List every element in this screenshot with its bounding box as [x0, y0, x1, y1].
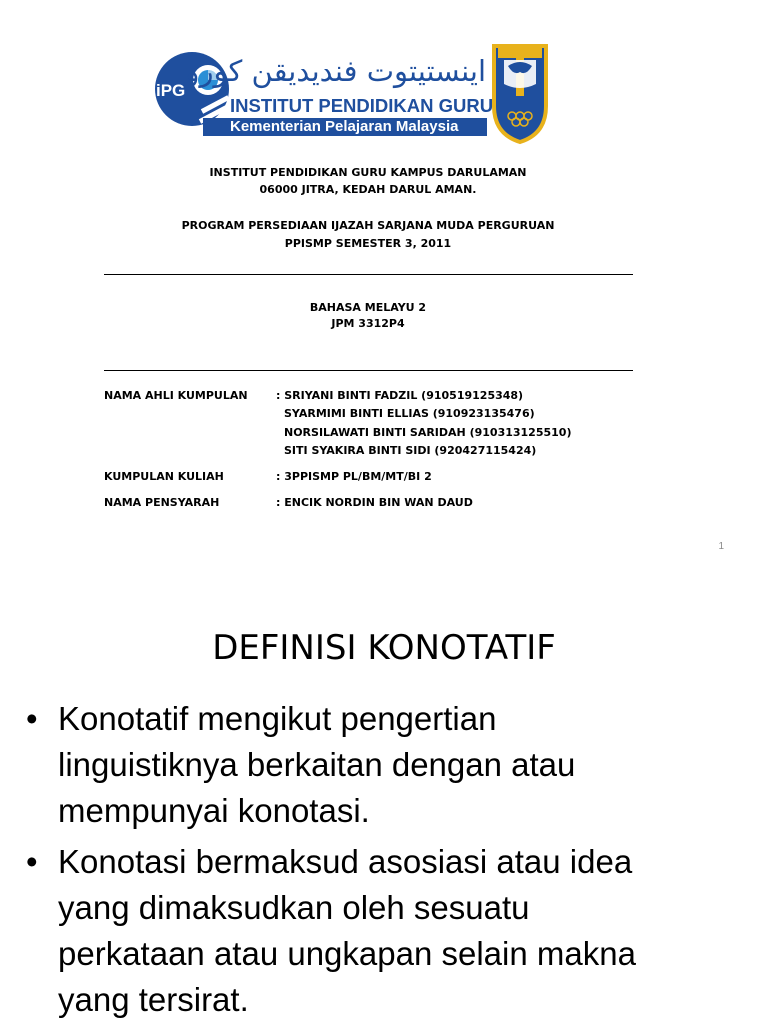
bullet-line: mempunyai konotasi.: [58, 792, 370, 829]
class-label: KUMPULAN KULIAH: [104, 470, 224, 483]
course-code: JPM 3312P4: [331, 317, 405, 330]
course-name: BAHASA MELAYU 2: [309, 301, 427, 314]
bullet-line: linguistiknya berkaitan dengan atau: [58, 746, 576, 783]
bullet-item: [26, 696, 756, 834]
semester: PPISMP SEMESTER 3, 2011: [284, 237, 452, 250]
bullet-line: yang dimaksudkan oleh sesuatu: [58, 889, 530, 926]
members-label: NAMA AHLI KUMPULAN: [104, 389, 248, 402]
campus-name: INSTITUT PENDIDIKAN GURU KAMPUS DARULAMAN: [209, 166, 527, 179]
lecturer-label: NAMA PENSYARAH: [104, 496, 220, 509]
program-name: PROGRAM PERSEDIAAN IJAZAH SARJANA MUDA PERGURUAN: [181, 219, 555, 232]
campus-address: 06000 JITRA, KEDAH DARUL AMAN.: [259, 183, 477, 196]
divider-top: [104, 274, 633, 275]
institute-crest-icon: [490, 42, 550, 144]
ipg-badge-text: iPG: [156, 81, 186, 100]
lecturer-value: : ENCIK NORDIN BIN WAN DAUD: [276, 496, 473, 509]
bullet-line: yang tersirat.: [58, 981, 249, 1018]
bullet-dot: •: [26, 700, 38, 737]
bullet-line: Konotasi bermaksud asosiasi atau idea: [58, 843, 633, 880]
bullet-list: [26, 696, 756, 1028]
slide-title: DEFINISI KONOTATIF: [212, 628, 556, 668]
divider-bottom: [104, 370, 633, 371]
bullet-line: perkataan atau ungkapan selain makna: [58, 935, 636, 972]
member-2: SYARMIMI BINTI ELLIAS (910923135476): [284, 407, 535, 420]
jawi-institute-name: اينستيتوت فنديديقن كورو: [185, 54, 486, 88]
institute-name: INSTITUT PENDIDIKAN GURU: [230, 95, 494, 116]
bullet-line: Konotatif mengikut pengertian: [58, 700, 497, 737]
bullet-dot: •: [26, 843, 38, 880]
ministry-name: Kementerian Pelajaran Malaysia: [230, 118, 459, 135]
member-4: SITI SYAKIRA BINTI SIDI (920427115424): [284, 444, 537, 457]
bullet-item: [26, 839, 756, 1023]
member-1: : SRIYANI BINTI FADZIL (910519125348): [276, 389, 524, 402]
member-3: NORSILAWATI BINTI SARIDAH (910313125510): [284, 426, 572, 439]
page-number: 1: [718, 541, 724, 552]
class-value: : 3PPISMP PL/BM/MT/BI 2: [276, 470, 432, 483]
